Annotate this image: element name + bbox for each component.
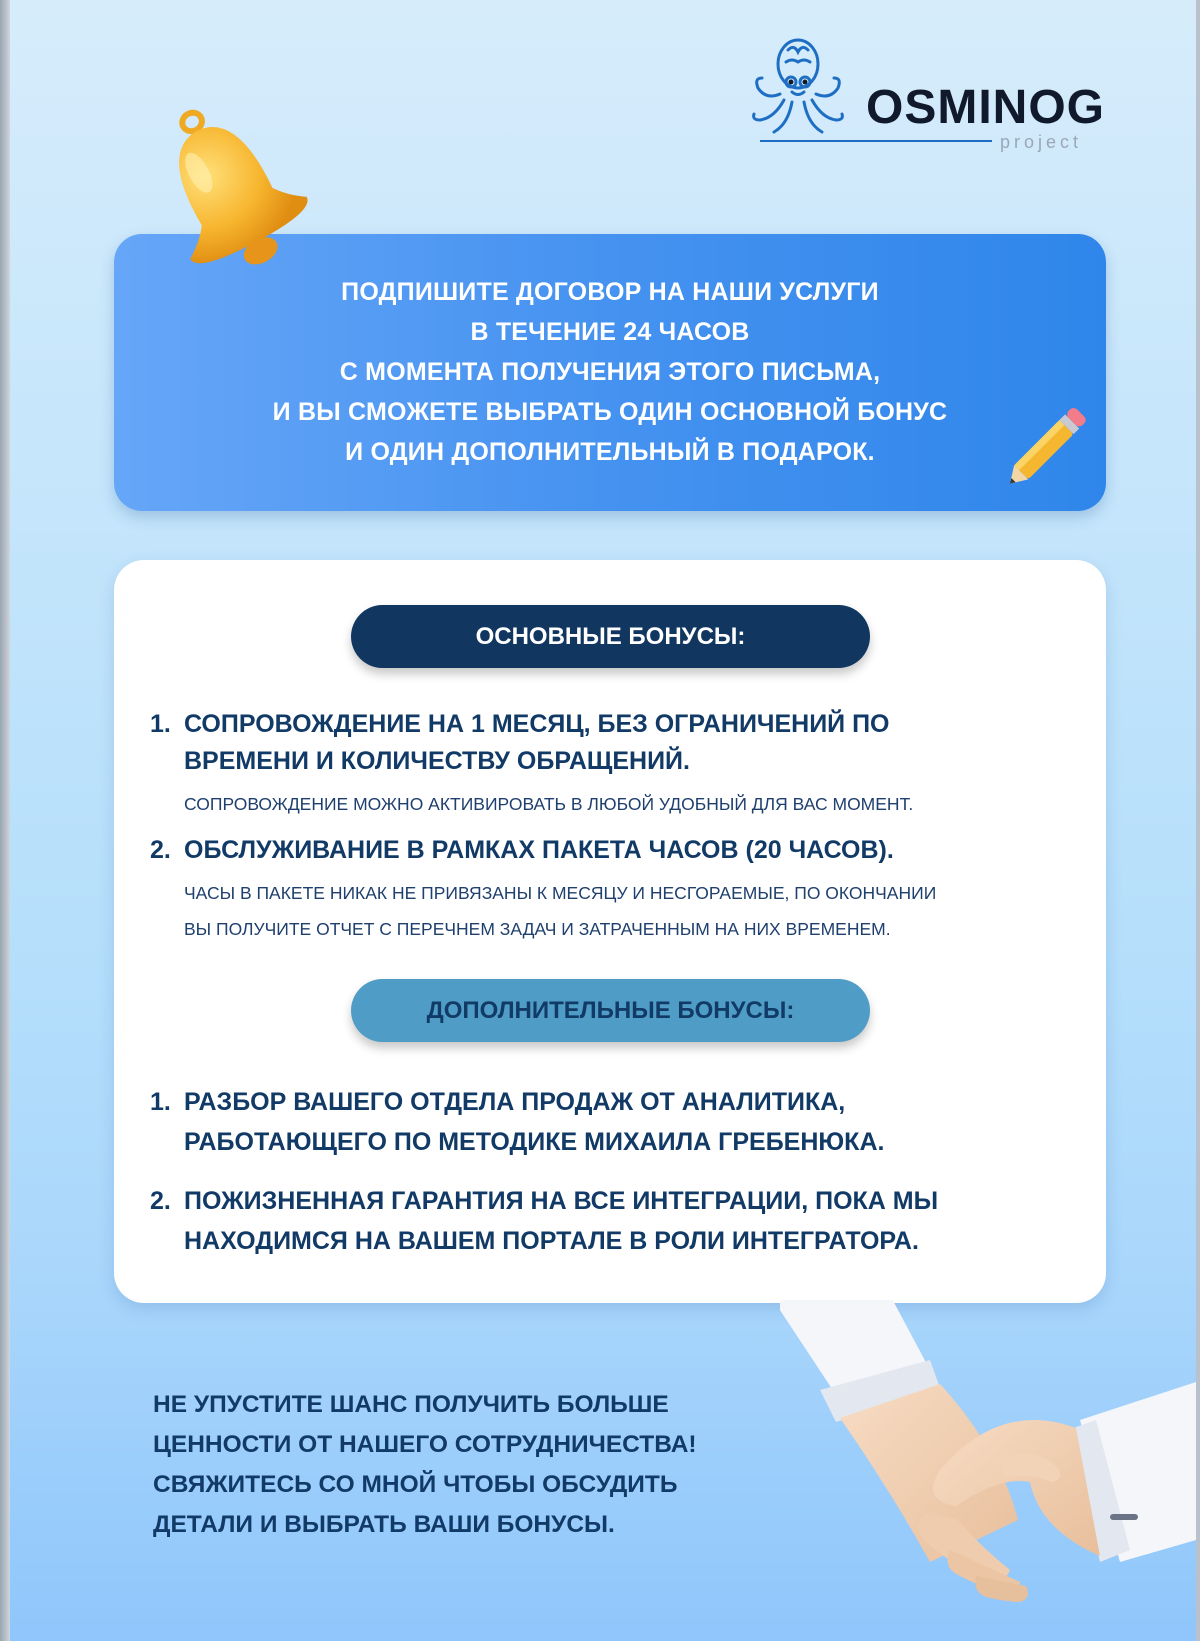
bonus-title-line: ОБСЛУЖИВАНИЕ В РАМКАХ ПАКЕТА ЧАСОВ (20 ЧАСОВ). [184,836,894,864]
bonus-note-line: ВЫ ПОЛУЧИТЕ ОТЧЕТ С ПЕРЕЧНЕМ ЗАДАЧ И ЗАТРАЧЕННЫМ НА НИХ ВРЕМЕНЕМ. [184,919,891,939]
bonus-title [184,832,1080,869]
offer-line: С МОМЕНТА ПОЛУЧЕНИЯ ЭТОГО ПИСЬМА, [339,358,881,386]
offer-line: В ТЕЧЕНИЕ 24 ЧАСОВ [470,318,750,346]
bonus-note-line: ЧАСЫ В ПАКЕТЕ НИКАК НЕ ПРИВЯЗАНЫ К МЕСЯЦУ И НЕСГОРАЕМЫЕ, ПО ОКОНЧАНИИ [184,883,937,903]
offer-line: ПОДПИШИТЕ ДОГОВОР НА НАШИ УСЛУГИ [341,278,879,306]
logo-wordmark: OSMINOG [866,81,1106,134]
closing-line: СВЯЖИТЕСЬ СО МНОЙ ЧТОБЫ ОБСУДИТЬ [153,1471,678,1498]
bonus-note [184,786,1080,822]
bonus-note [184,875,1080,947]
pencil-icon [994,394,1098,504]
bonus-title-line: ВРЕМЕНИ И КОЛИЧЕСТВУ ОБРАЩЕНИЙ. [184,747,690,775]
bonuses-card [114,560,1106,1303]
bonus-title [184,1181,1080,1261]
email-poster [10,0,1196,1641]
list-number: 2. [150,836,171,864]
closing-text [153,1385,793,1545]
offer-text [114,272,1106,472]
main-bonus-item [150,706,1080,822]
bonus-title-line: РАБОТАЮЩЕГО ПО МЕТОДИКЕ МИХАИЛА ГРЕБЕНЮКА. [184,1128,885,1156]
closing-line: НЕ УПУСТИТЕ ШАНС ПОЛУЧИТЬ БОЛЬШЕ [153,1391,669,1418]
bonus-title-line: РАЗБОР ВАШЕГО ОТДЕЛА ПРОДАЖ ОТ АНАЛИТИКА, [184,1088,846,1116]
extra-bonus-item [150,1181,1080,1261]
extra-bonus-item [150,1082,1080,1162]
page-edge-shadow [1196,0,1200,1641]
bonus-title-line: НАХОДИМСЯ НА ВАШЕМ ПОРТАЛЕ В РОЛИ ИНТЕГРАТОРА. [184,1227,919,1255]
handshake-illustration [780,1300,1196,1641]
main-bonuses-heading: ОСНОВНЫЕ БОНУСЫ: [351,605,870,668]
offer-line: И ВЫ СМОЖЕТЕ ВЫБРАТЬ ОДИН ОСНОВНОЙ БОНУС [272,398,948,426]
bonus-title-line: СОПРОВОЖДЕНИЕ НА 1 МЕСЯЦ, БЕЗ ОГРАНИЧЕНИЙ ПО [184,710,890,738]
bonus-title [184,1082,1080,1162]
closing-line: ЦЕННОСТИ ОТ НАШЕГО СОТРУДНИЧЕСТВА! [153,1431,697,1458]
extra-bonuses-heading: ДОПОЛНИТЕЛЬНЫЕ БОНУСЫ: [351,979,870,1042]
page-edge-shadow [0,0,10,1641]
list-number: 1. [150,710,171,738]
closing-line: ДЕТАЛИ И ВЫБРАТЬ ВАШИ БОНУСЫ. [153,1511,615,1538]
osminog-logo [750,34,1110,154]
octopus-logo-icon [750,34,870,146]
main-bonus-item [150,832,1080,947]
offer-line: И ОДИН ДОПОЛНИТЕЛЬНЫЙ В ПОДАРОК. [345,438,875,466]
bonus-title-line: ПОЖИЗНЕННАЯ ГАРАНТИЯ НА ВСЕ ИНТЕГРАЦИИ, ПОКА МЫ [184,1187,939,1215]
bonus-note-line: СОПРОВОЖДЕНИЕ МОЖНО АКТИВИРОВАТЬ В ЛЮБОЙ УДОБНЫЙ ДЛЯ ВАС МОМЕНТ. [184,794,914,814]
logo-underline [760,140,992,142]
list-number: 2. [150,1187,171,1215]
logo-subtitle: project [1000,132,1083,152]
bonus-title [184,706,1080,780]
list-number: 1. [150,1088,171,1116]
bell-icon [136,96,336,296]
